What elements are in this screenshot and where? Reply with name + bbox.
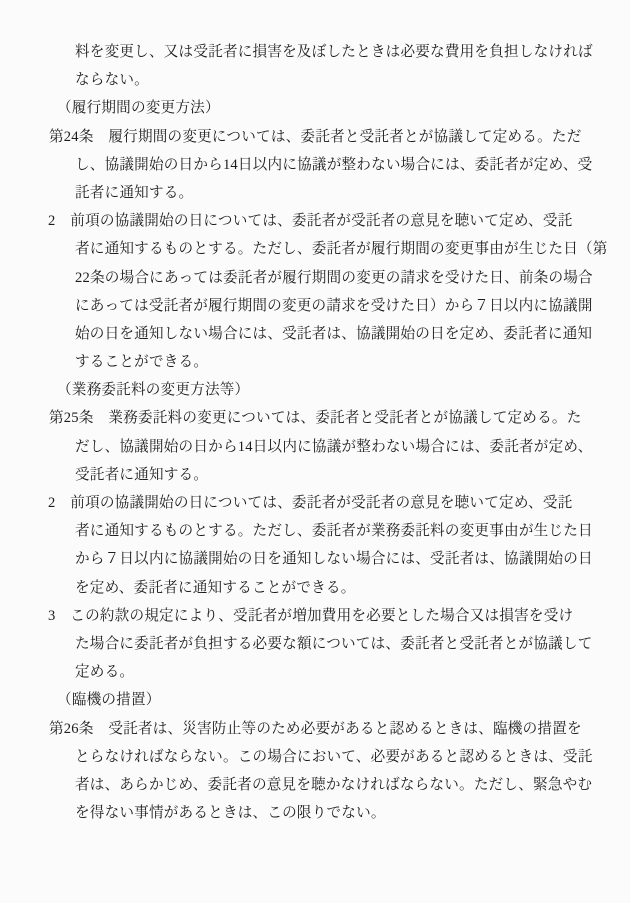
art24-para2-line: 2 前項の協議開始の日については、委託者が受託者の意見を聴いて定め、受託: [48, 213, 573, 230]
art25-para3-line: 3 この約款の規定により、受託者が増加費用を必要とした場合又は損害を受け: [48, 607, 574, 624]
art25-para2-continuation: を定め、委託者に通知することができる。: [75, 579, 356, 596]
clause-heading-art26: （臨機の措置）: [57, 692, 161, 709]
clause-heading-art24: （履行期間の変更方法）: [57, 100, 220, 117]
art24-para2-continuation: にあっては受託者が履行期間の変更の請求を受けた日）から７日以内に協議開: [75, 297, 593, 314]
art24-para2-continuation: 22条の場合にあっては委託者が履行期間の変更の請求を受けた日、前条の場合: [75, 269, 593, 286]
art25-para2-continuation: 者に通知するものとする。ただし、委託者が業務委託料の変更事由が生じた日: [75, 523, 593, 540]
art25-para3-continuation: た場合に委託者が負担する必要な額については、委託者と受託者とが協議して: [75, 635, 593, 652]
art25-para2-line: 2 前項の協議開始の日については、委託者が受託者の意見を聴いて定め、受託: [48, 495, 573, 511]
art24-continuation-line: し、協議開始の日から14日以内に協議が整わない場合には、委託者が定め、受: [75, 156, 593, 173]
page-top-continuation-line: 料を変更し、又は受託者に損害を及ぼしたときは必要な費用を負担しなければ: [75, 44, 593, 60]
art26-opening-line: 第26条 受託者は、災害防止等のため必要があると認めるときは、臨機の措置を: [49, 720, 582, 737]
art24-para2-continuation: 始の日を通知しない場合には、受託者は、協議開始の日を定め、委託者に通知: [75, 325, 593, 342]
art26-continuation-line: 者は、あらかじめ、委託者の意見を聴かなければならない。ただし、緊急やむ: [75, 776, 593, 793]
art25-para3-continuation: 定める。: [75, 664, 135, 681]
art26-continuation-line: を得ない事情があるときは、この限りでない。: [75, 805, 386, 822]
art24-continuation-line: 託者に通知する。: [75, 184, 194, 201]
page-top-continuation-line: ならない。: [75, 72, 149, 89]
art25-continuation-line: 受託者に通知する。: [75, 466, 209, 483]
art25-para2-continuation: から７日以内に協議開始の日を通知しない場合には、受託者は、協議開始の日: [75, 551, 593, 568]
art25-opening-line: 第25条 業務委託料の変更については、委託者と受託者とが協議して定める。た: [49, 410, 582, 427]
art24-opening-line: 第24条 履行期間の変更については、委託者と受託者とが協議して定める。ただ: [49, 128, 582, 145]
art25-continuation-line: だし、協議開始の日から14日以内に協議が整わない場合には、委託者が定め、: [75, 438, 593, 455]
clause-heading-art25: （業務委託料の変更方法等）: [57, 382, 250, 399]
art24-para2-continuation: することができる。: [75, 354, 209, 371]
art24-para2-continuation: 者に通知するものとする。ただし、委託者が履行期間の変更事由が生じた日（第: [75, 241, 608, 258]
art26-continuation-line: とらなければならない。この場合において、必要があると認めるときは、受託: [75, 748, 593, 765]
